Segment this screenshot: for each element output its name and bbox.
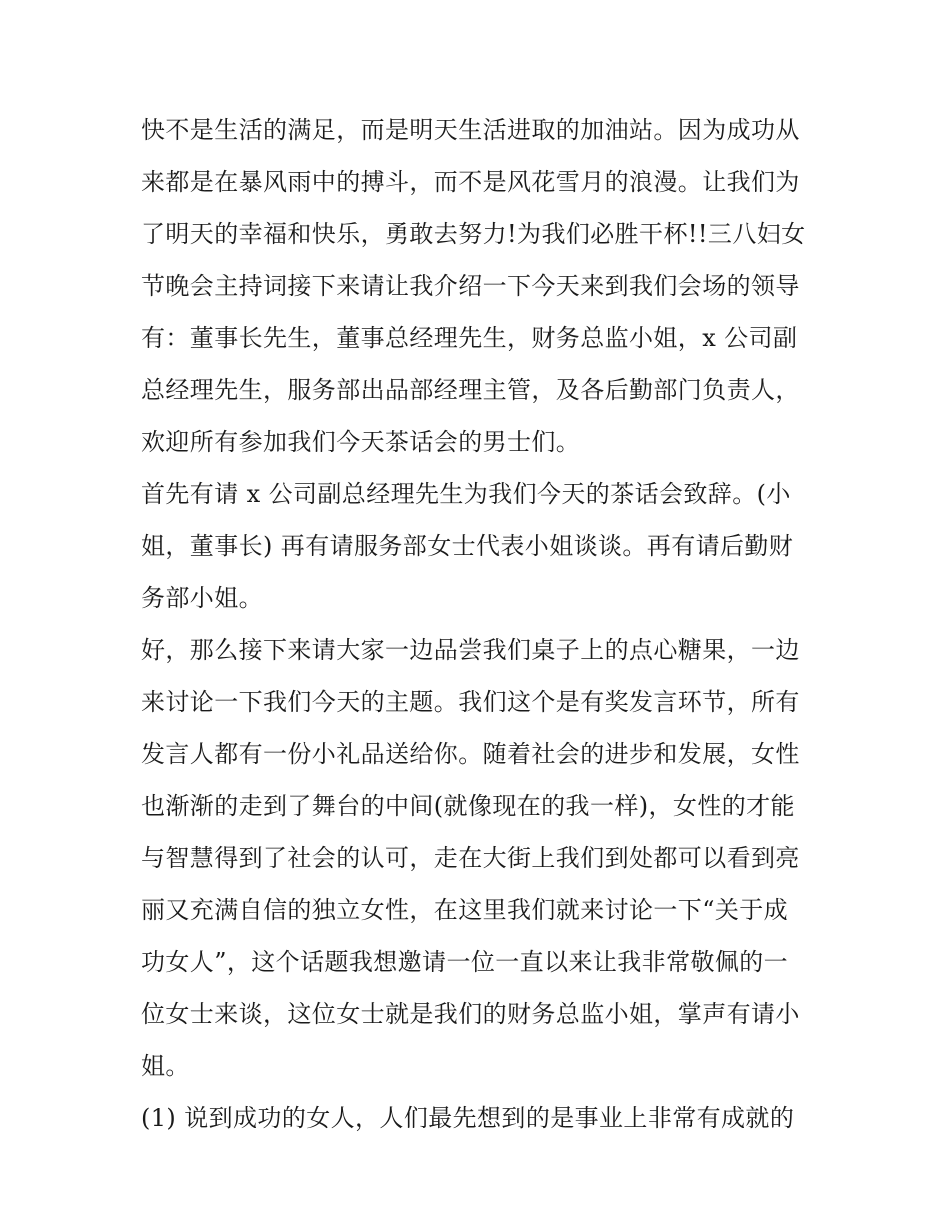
text-line: (1) 说到成功的女人，人们最先想到的是事业上非常有成就的 xyxy=(141,1104,795,1132)
text-line: 快不是生活的满足，而是明天生活进取的加油站。因为成功从 xyxy=(141,116,800,144)
text-line: 姐，董事长) 再有请服务部女士代表小姐谈谈。再有请后勤财 xyxy=(141,532,794,560)
text-line: 节晚会主持词接下来请让我介绍一下今天来到我们会场的领导 xyxy=(141,272,800,300)
text-line: 姐。 xyxy=(141,1052,190,1080)
text-line: 总经理先生，服务部出品部经理主管，及各后勤部门负责人， xyxy=(141,376,800,404)
text-line: 务部小姐。 xyxy=(141,584,263,612)
text-line: 位女士来谈，这位女士就是我们的财务总监小姐，掌声有请小 xyxy=(141,1000,800,1028)
text-line: 了明天的幸福和快乐，勇敢去努力!为我们必胜干杯!!三八妇女 xyxy=(141,220,806,248)
text-line: 与智慧得到了社会的认可，走在大街上我们到处都可以看到亮 xyxy=(141,844,800,872)
text-line: 来都是在暴风雨中的搏斗，而不是风花雪月的浪漫。让我们为 xyxy=(141,168,800,196)
text-line: 功女人”，这个话题我想邀请一位一直以来让我非常敬佩的一 xyxy=(141,948,789,976)
text-line: 发言人都有一份小礼品送给你。随着社会的进步和发展，女性 xyxy=(141,740,800,768)
text-line: 有：董事长先生，董事总经理先生，财务总监小姐，x 公司副 xyxy=(141,324,798,352)
text-line: 首先有请 x 公司副总经理先生为我们今天的茶话会致辞。(小 xyxy=(141,480,791,508)
text-line: 好，那么接下来请大家一边品尝我们桌子上的点心糖果，一边 xyxy=(141,636,800,664)
text-line: 丽又充满自信的独立女性，在这里我们就来讨论一下“关于成 xyxy=(141,896,789,924)
text-line: 也渐渐的走到了舞台的中间(就像现在的我一样)，女性的才能 xyxy=(141,792,795,820)
document-body xyxy=(141,104,821,1144)
text-line: 来讨论一下我们今天的主题。我们这个是有奖发言环节，所有 xyxy=(141,688,800,716)
text-line: 欢迎所有参加我们今天茶话会的男士们。 xyxy=(141,428,581,456)
